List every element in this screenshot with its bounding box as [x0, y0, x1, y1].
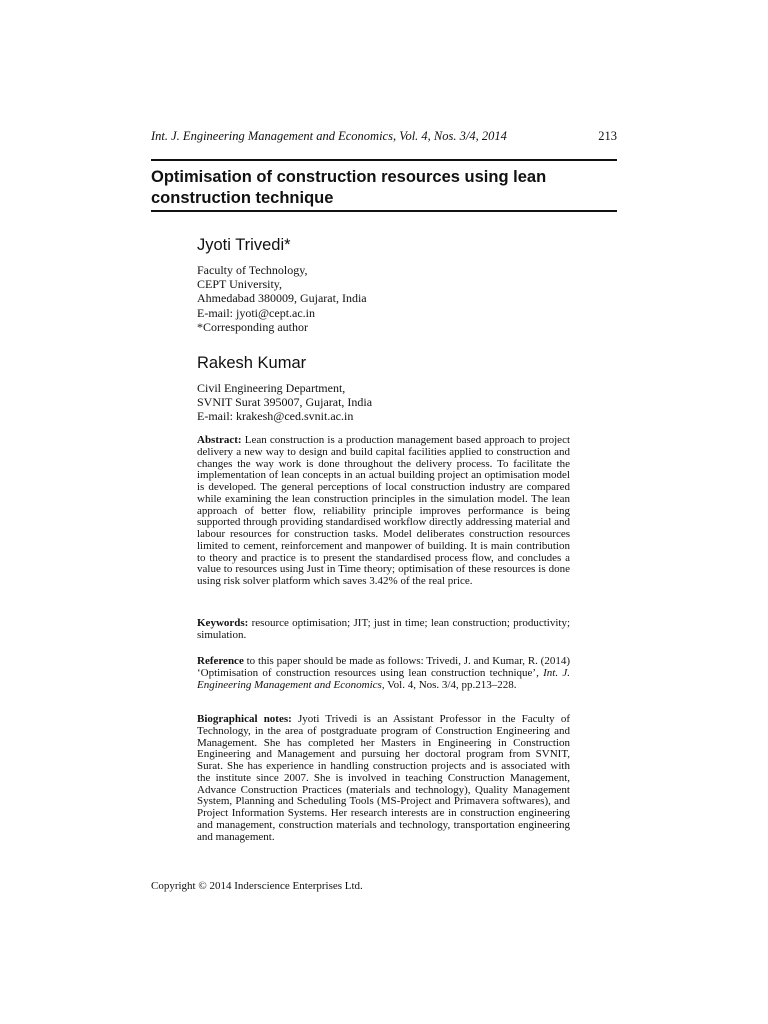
biographical-notes [197, 714, 570, 843]
reference-volume: , Vol. 4, Nos. 3/4, pp.213–228. [381, 678, 517, 691]
page-number: 213 [598, 129, 617, 143]
reference-journal: Int. J. Engineering Management and Economics [197, 666, 571, 691]
paper-title: Optimisation of construction resources using lean construction technique [151, 168, 547, 207]
affiliation-line: SVNIT Surat 395007, Gujarat, India [197, 395, 373, 410]
affiliation-line: Faculty of Technology, [197, 263, 308, 277]
reference-text: to this paper should be made as follows: Trivedi, J. and Kumar, R. (2014) ‘Optimisation of construction resources using lean construction technique’, [197, 655, 571, 679]
author-name-1: Jyoti Trivedi* [197, 236, 291, 254]
copyright-notice: Copyright © 2014 Inderscience Enterprises Ltd. [151, 880, 363, 892]
reference-citation [197, 656, 570, 691]
title-top-rule [151, 159, 617, 161]
journal-header: Int. J. Engineering Management and Economics, Vol. 4, Nos. 3/4, 2014 [151, 129, 507, 143]
title-bottom-rule [151, 210, 617, 212]
keywords-label: Keywords: [197, 617, 249, 629]
abstract [197, 435, 570, 588]
affiliation-line: Ahmedabad 380009, Gujarat, India [197, 291, 367, 306]
author-affiliation-1 [197, 263, 577, 334]
reference-label: Reference [197, 655, 244, 667]
keywords [197, 618, 570, 642]
email-line: E-mail: jyoti@cept.ac.in [197, 305, 316, 320]
keywords-text: resource optimisation; JIT; just in time; lean construction; productivity; simulation. [197, 617, 571, 641]
corresponding-note: *Corresponding author [197, 319, 308, 334]
email-line: E-mail: krakesh@ced.svnit.ac.in [197, 409, 354, 424]
affiliation-line: Civil Engineering Department, [197, 381, 346, 395]
abstract-text: Lean construction is a production management based approach to project delivery a new way to design and build capital facilities applied to construction and changes the way work is done throughout the delivery process. To facilitate the implementation of lean concepts in an actual building project an optimisation model is developed. The general perceptions of local construction industry are compared while examining the lean construction principles in the simulation model. The lean approach of better flow, reliability principle improves performance is being supported through providing standardised workflow directly addressing material and labour resources for construction tasks. Model deliberates construction resources limited to cement, reinforcement and manpower of building. It is main contribution to theory and practice is to present the standardised process flow, and concludes a value to resources using Just in Time theory; optimisation of these resources is done using risk solver platform which saves 3.42% of the real price. [197, 434, 571, 587]
author-affiliation-2 [197, 381, 577, 424]
biographical-label: Biographical notes: [197, 713, 292, 725]
affiliation-line: CEPT University, [197, 277, 283, 292]
author-name-2: Rakesh Kumar [197, 354, 307, 372]
abstract-label: Abstract: [197, 434, 242, 446]
biographical-text: Jyoti Trivedi is an Assistant Professor in the Faculty of Technology, in the area of postgraduate program of Construction Engineering and Management. She has completed her Masters in Engineering in Construction Engineering and Management and pursuing her doctoral program from SVNIT, Surat. She has experience in handling construction projects and is associated with the institute since 2007. She is involved in teaching Construction Management, Advance Construction Practices (materials and technology), Quality Management System, Planning and Scheduling Tools (MS-Project and Primavera softwares), and Project Information Systems. Her research interests are in construction engineering and management, construction materials and technology, transportation engineering and management. [197, 713, 570, 843]
